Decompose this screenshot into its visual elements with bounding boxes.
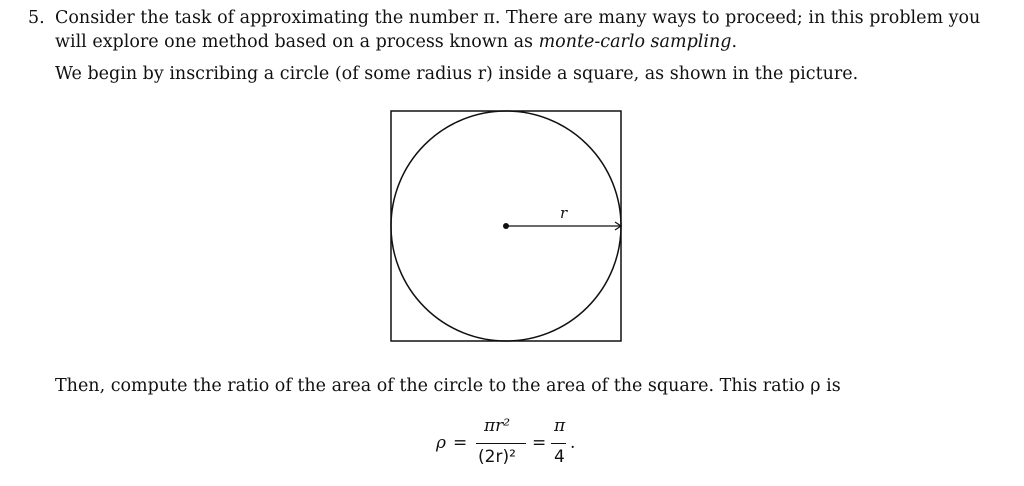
equals-sign-2: = bbox=[532, 433, 547, 453]
radius-label: r bbox=[560, 204, 568, 222]
ratio-equation bbox=[436, 416, 596, 472]
problem-number: 5. bbox=[28, 8, 45, 28]
line2-start: will explore one method based on a process known as bbox=[55, 32, 539, 52]
numerator-1: πr² bbox=[484, 416, 511, 436]
denominator-1: (2r)² bbox=[478, 447, 516, 467]
equation-period: . bbox=[570, 433, 576, 453]
fraction-bar-1 bbox=[476, 443, 526, 444]
problem-line-1: Consider the task of approximating the number π. There are many ways to proceed; in this problem you bbox=[55, 8, 981, 28]
rho-symbol: ρ bbox=[436, 433, 446, 453]
numerator-2: π bbox=[554, 416, 566, 436]
fraction-bar-2 bbox=[551, 443, 566, 444]
problem-paragraph-2: We begin by inscribing a circle (of some radius r) inside a square, as shown in the picture. bbox=[55, 64, 859, 84]
problem-paragraph-3: Then, compute the ratio of the area of the circle to the area of the square. This ratio ρ is bbox=[55, 376, 841, 396]
equals-sign-1: = bbox=[453, 433, 468, 453]
problem-line-2 bbox=[55, 30, 737, 54]
line2-end: . bbox=[731, 32, 738, 52]
denominator-2: 4 bbox=[554, 447, 565, 467]
monte-carlo-term: monte-carlo sampling bbox=[538, 32, 732, 52]
inscribed-circle-figure bbox=[388, 108, 624, 344]
